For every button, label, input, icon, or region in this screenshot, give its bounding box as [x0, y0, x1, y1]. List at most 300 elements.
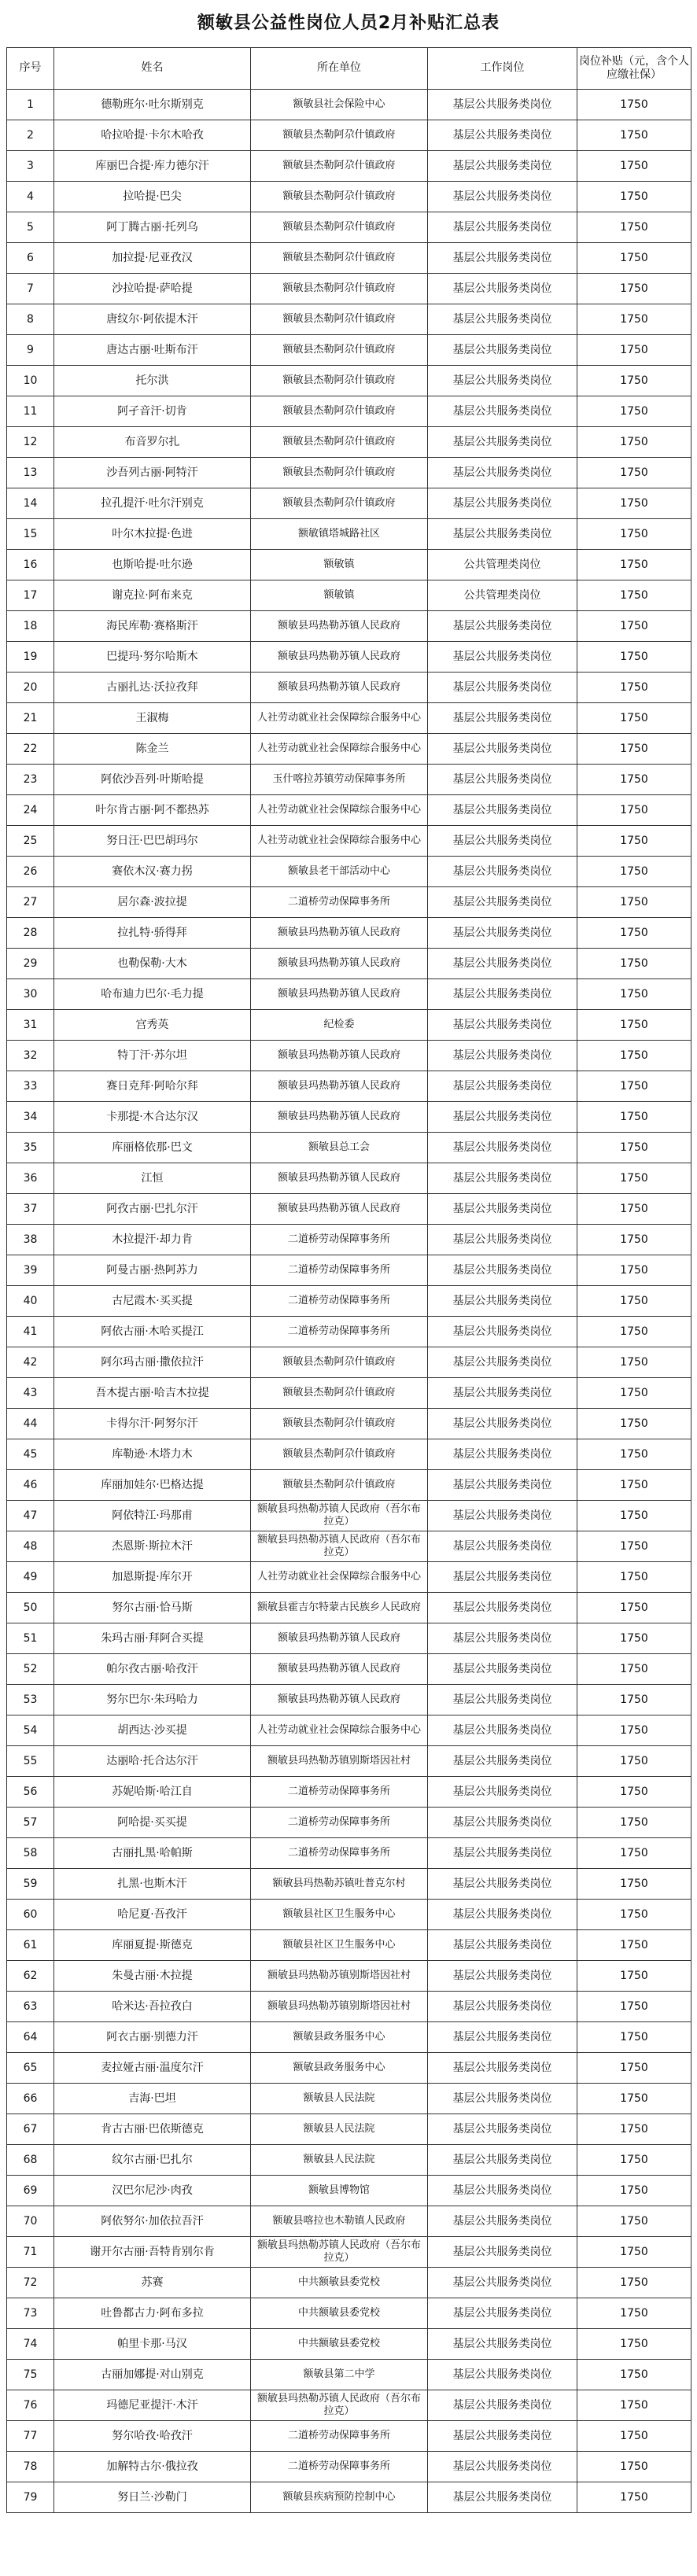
cell-unit: 额敏县政务服务中心	[251, 2053, 428, 2084]
cell-subsidy: 1750	[577, 1225, 691, 1255]
table-row	[7, 1746, 691, 1777]
table-row	[7, 243, 691, 274]
table-row	[7, 1255, 691, 1286]
cell-position: 基层公共服务类岗位	[428, 1777, 577, 1808]
cell-position: 基层公共服务类岗位	[428, 120, 577, 151]
cell-unit: 人社劳动就业社会保障综合服务中心	[251, 1562, 428, 1593]
cell-subsidy: 1750	[577, 1992, 691, 2022]
cell-subsidy: 1750	[577, 580, 691, 611]
table-row	[7, 1654, 691, 1685]
table-row	[7, 887, 691, 918]
cell-name: 沙拉哈提·萨哈提	[54, 274, 251, 304]
cell-unit: 二道桥劳动保障事务所	[251, 1838, 428, 1869]
table-row	[7, 1808, 691, 1838]
cell-name: 江恒	[54, 1163, 251, 1194]
document-title: 额敏县公益性岗位人员2月补贴汇总表	[197, 13, 500, 33]
table-row	[7, 335, 691, 366]
cell-unit: 额敏县社区卫生服务中心	[251, 1900, 428, 1930]
table-header	[7, 48, 691, 90]
cell-unit: 额敏县人民法院	[251, 2114, 428, 2145]
table-row	[7, 1194, 691, 1225]
cell-position: 基层公共服务类岗位	[428, 2237, 577, 2268]
cell-position: 基层公共服务类岗位	[428, 2145, 577, 2176]
cell-position: 基层公共服务类岗位	[428, 1808, 577, 1838]
cell-index: 53	[7, 1685, 54, 1715]
cell-position: 基层公共服务类岗位	[428, 1317, 577, 1347]
table-row	[7, 151, 691, 182]
cell-subsidy: 1750	[577, 765, 691, 795]
cell-subsidy: 1750	[577, 1163, 691, 1194]
subsidy-table	[6, 47, 691, 2513]
header-name: 姓名	[54, 48, 251, 90]
cell-name: 吾木提古丽·哈吉木拉提	[54, 1378, 251, 1409]
table-row	[7, 673, 691, 703]
cell-position: 基层公共服务类岗位	[428, 1102, 577, 1133]
cell-index: 57	[7, 1808, 54, 1838]
cell-index: 44	[7, 1409, 54, 1439]
cell-position: 基层公共服务类岗位	[428, 1992, 577, 2022]
cell-unit: 额敏县玛热勒苏镇人民政府	[251, 611, 428, 642]
cell-subsidy: 1750	[577, 1531, 691, 1562]
cell-name: 吉海·巴坦	[54, 2084, 251, 2114]
table-row	[7, 857, 691, 887]
cell-name: 努尔巴尔·朱玛哈力	[54, 1685, 251, 1715]
cell-subsidy: 1750	[577, 550, 691, 580]
cell-position: 基层公共服务类岗位	[428, 1286, 577, 1317]
cell-subsidy: 1750	[577, 1102, 691, 1133]
cell-unit: 额敏县玛热勒苏镇人民政府（吾尔布拉克）	[251, 1531, 428, 1562]
cell-position: 基层公共服务类岗位	[428, 1930, 577, 1961]
cell-position: 基层公共服务类岗位	[428, 1654, 577, 1685]
table-row	[7, 1593, 691, 1623]
cell-subsidy: 1750	[577, 1010, 691, 1041]
table-row	[7, 2268, 691, 2298]
cell-position: 基层公共服务类岗位	[428, 1715, 577, 1746]
cell-name: 阿丁腾古丽·托列乌	[54, 212, 251, 243]
cell-position: 基层公共服务类岗位	[428, 795, 577, 826]
cell-unit: 额敏县第二中学	[251, 2360, 428, 2390]
cell-unit: 额敏县喀拉也木勒镇人民政府	[251, 2206, 428, 2237]
cell-index: 20	[7, 673, 54, 703]
cell-name: 阿曼古丽·热阿苏力	[54, 1255, 251, 1286]
cell-name: 唐纹尔·阿依提木汗	[54, 304, 251, 335]
cell-index: 1	[7, 90, 54, 120]
cell-index: 59	[7, 1869, 54, 1900]
cell-name: 努日兰·沙勒门	[54, 2482, 251, 2513]
cell-subsidy: 1750	[577, 1869, 691, 1900]
cell-index: 8	[7, 304, 54, 335]
cell-index: 76	[7, 2390, 54, 2421]
table-row	[7, 1501, 691, 1531]
cell-position: 基层公共服务类岗位	[428, 734, 577, 765]
cell-index: 21	[7, 703, 54, 734]
cell-index: 29	[7, 949, 54, 979]
table-row	[7, 1010, 691, 1041]
cell-subsidy: 1750	[577, 2237, 691, 2268]
cell-subsidy: 1750	[577, 1378, 691, 1409]
table-row	[7, 1409, 691, 1439]
cell-name: 哈尼夏·吾孜汗	[54, 1900, 251, 1930]
table-row	[7, 734, 691, 765]
cell-subsidy: 1750	[577, 1900, 691, 1930]
cell-subsidy: 1750	[577, 1685, 691, 1715]
cell-name: 谢克拉·阿布来克	[54, 580, 251, 611]
cell-index: 27	[7, 887, 54, 918]
cell-index: 45	[7, 1439, 54, 1470]
cell-subsidy: 1750	[577, 2482, 691, 2513]
cell-position: 公共管理类岗位	[428, 550, 577, 580]
table-row	[7, 1869, 691, 1900]
cell-unit: 额敏县玛热勒苏镇人民政府	[251, 1163, 428, 1194]
cell-subsidy: 1750	[577, 857, 691, 887]
cell-position: 基层公共服务类岗位	[428, 642, 577, 673]
cell-subsidy: 1750	[577, 2145, 691, 2176]
table-row	[7, 2390, 691, 2421]
cell-position: 基层公共服务类岗位	[428, 366, 577, 396]
cell-unit: 额敏县玛热勒苏镇人民政府	[251, 1071, 428, 1102]
cell-index: 67	[7, 2114, 54, 2145]
table-row	[7, 1715, 691, 1746]
cell-subsidy: 1750	[577, 488, 691, 519]
table-row	[7, 2482, 691, 2513]
cell-position: 基层公共服务类岗位	[428, 1746, 577, 1777]
cell-unit: 额敏县政务服务中心	[251, 2022, 428, 2053]
cell-position: 基层公共服务类岗位	[428, 182, 577, 212]
cell-position: 基层公共服务类岗位	[428, 1041, 577, 1071]
table-row	[7, 1562, 691, 1593]
cell-index: 61	[7, 1930, 54, 1961]
cell-position: 基层公共服务类岗位	[428, 1409, 577, 1439]
cell-index: 23	[7, 765, 54, 795]
cell-unit: 额敏县玛热勒苏镇人民政府	[251, 1041, 428, 1071]
cell-name: 苏赛	[54, 2268, 251, 2298]
cell-position: 基层公共服务类岗位	[428, 2421, 577, 2452]
cell-subsidy: 1750	[577, 795, 691, 826]
cell-name: 努尔古丽·恰马斯	[54, 1593, 251, 1623]
table-body	[7, 90, 691, 2513]
cell-subsidy: 1750	[577, 1838, 691, 1869]
table-row	[7, 2452, 691, 2482]
cell-unit: 人社劳动就业社会保障综合服务中心	[251, 795, 428, 826]
cell-position: 基层公共服务类岗位	[428, 1470, 577, 1501]
cell-name: 居尔森·波拉提	[54, 887, 251, 918]
cell-unit: 二道桥劳动保障事务所	[251, 1286, 428, 1317]
cell-unit: 额敏县社会保险中心	[251, 90, 428, 120]
cell-position: 基层公共服务类岗位	[428, 949, 577, 979]
table-row	[7, 795, 691, 826]
cell-unit: 额敏县玛热勒苏镇人民政府	[251, 642, 428, 673]
cell-position: 基层公共服务类岗位	[428, 1869, 577, 1900]
cell-position: 基层公共服务类岗位	[428, 488, 577, 519]
cell-unit: 额敏县杰勒阿尕什镇政府	[251, 1470, 428, 1501]
cell-subsidy: 1750	[577, 1623, 691, 1654]
cell-unit: 人社劳动就业社会保障综合服务中心	[251, 1715, 428, 1746]
cell-index: 19	[7, 642, 54, 673]
cell-subsidy: 1750	[577, 274, 691, 304]
cell-unit: 额敏县玛热勒苏镇人民政府	[251, 673, 428, 703]
cell-name: 扎黑·也斯木汗	[54, 1869, 251, 1900]
table-row	[7, 1900, 691, 1930]
cell-index: 2	[7, 120, 54, 151]
cell-name: 哈拉哈提·卡尔木哈孜	[54, 120, 251, 151]
cell-index: 39	[7, 1255, 54, 1286]
cell-name: 沙吾列古丽·阿特汗	[54, 458, 251, 488]
cell-unit: 额敏县杰勒阿尕什镇政府	[251, 458, 428, 488]
table-row	[7, 918, 691, 949]
cell-position: 基层公共服务类岗位	[428, 1225, 577, 1255]
table-row	[7, 1961, 691, 1992]
table-row	[7, 2053, 691, 2084]
cell-subsidy: 1750	[577, 1930, 691, 1961]
cell-name: 卡得尔汗·阿努尔汗	[54, 1409, 251, 1439]
cell-name: 努尔哈孜·哈孜汗	[54, 2421, 251, 2452]
cell-subsidy: 1750	[577, 611, 691, 642]
cell-position: 基层公共服务类岗位	[428, 2390, 577, 2421]
table-row	[7, 642, 691, 673]
cell-index: 6	[7, 243, 54, 274]
cell-name: 古丽扎达·沃拉孜拜	[54, 673, 251, 703]
cell-index: 62	[7, 1961, 54, 1992]
cell-position: 基层公共服务类岗位	[428, 2482, 577, 2513]
cell-index: 42	[7, 1347, 54, 1378]
table-row	[7, 580, 691, 611]
cell-unit: 中共额敏县委党校	[251, 2329, 428, 2360]
cell-name: 赛日克拜·阿哈尔拜	[54, 1071, 251, 1102]
cell-index: 50	[7, 1593, 54, 1623]
table-row	[7, 1439, 691, 1470]
cell-position: 基层公共服务类岗位	[428, 396, 577, 427]
table-row	[7, 120, 691, 151]
cell-unit: 二道桥劳动保障事务所	[251, 1255, 428, 1286]
cell-unit: 额敏县杰勒阿尕什镇政府	[251, 335, 428, 366]
cell-index: 74	[7, 2329, 54, 2360]
table-row	[7, 1041, 691, 1071]
cell-unit: 额敏县社区卫生服务中心	[251, 1930, 428, 1961]
cell-name: 古丽加娜提·对山别克	[54, 2360, 251, 2390]
cell-name: 王淑梅	[54, 703, 251, 734]
cell-position: 基层公共服务类岗位	[428, 1163, 577, 1194]
cell-index: 70	[7, 2206, 54, 2237]
cell-unit: 二道桥劳动保障事务所	[251, 1225, 428, 1255]
cell-position: 基层公共服务类岗位	[428, 765, 577, 795]
cell-unit: 额敏镇	[251, 580, 428, 611]
cell-name: 杰恩斯·斯拉木汗	[54, 1531, 251, 1562]
cell-unit: 额敏县霍吉尔特蒙古民族乡人民政府	[251, 1593, 428, 1623]
cell-index: 15	[7, 519, 54, 550]
cell-index: 24	[7, 795, 54, 826]
table-row	[7, 519, 691, 550]
cell-subsidy: 1750	[577, 2360, 691, 2390]
cell-index: 30	[7, 979, 54, 1010]
cell-position: 基层公共服务类岗位	[428, 1194, 577, 1225]
cell-index: 60	[7, 1900, 54, 1930]
cell-name: 海民库勒·赛格斯汗	[54, 611, 251, 642]
cell-position: 基层公共服务类岗位	[428, 1623, 577, 1654]
cell-unit: 额敏县疾病预防控制中心	[251, 2482, 428, 2513]
table-row	[7, 979, 691, 1010]
cell-name: 宫秀英	[54, 1010, 251, 1041]
cell-position: 基层公共服务类岗位	[428, 151, 577, 182]
cell-index: 3	[7, 151, 54, 182]
cell-index: 12	[7, 427, 54, 458]
cell-index: 55	[7, 1746, 54, 1777]
cell-name: 吐鲁都古力·阿布多拉	[54, 2298, 251, 2329]
table-row	[7, 550, 691, 580]
cell-position: 基层公共服务类岗位	[428, 611, 577, 642]
header-subsidy: 岗位补贴（元，含个人应缴社保）	[577, 48, 691, 90]
cell-position: 基层公共服务类岗位	[428, 2360, 577, 2390]
cell-name: 哈布迪力巴尔·毛力提	[54, 979, 251, 1010]
cell-subsidy: 1750	[577, 1470, 691, 1501]
cell-subsidy: 1750	[577, 673, 691, 703]
cell-unit: 额敏县杰勒阿尕什镇政府	[251, 304, 428, 335]
cell-name: 加恩斯提·库尔开	[54, 1562, 251, 1593]
table-row	[7, 1378, 691, 1409]
cell-position: 基层公共服务类岗位	[428, 1961, 577, 1992]
cell-name: 古尼霞木·买买提	[54, 1286, 251, 1317]
cell-unit: 额敏县玛热勒苏镇人民政府	[251, 1685, 428, 1715]
cell-position: 基层公共服务类岗位	[428, 2206, 577, 2237]
cell-position: 基层公共服务类岗位	[428, 1685, 577, 1715]
cell-name: 陈金兰	[54, 734, 251, 765]
cell-position: 基层公共服务类岗位	[428, 1010, 577, 1041]
cell-subsidy: 1750	[577, 2176, 691, 2206]
cell-name: 努日汪·巴巴胡玛尔	[54, 826, 251, 857]
cell-unit: 额敏县人民法院	[251, 2145, 428, 2176]
cell-position: 基层公共服务类岗位	[428, 887, 577, 918]
cell-subsidy: 1750	[577, 212, 691, 243]
cell-name: 也斯哈提·吐尔逊	[54, 550, 251, 580]
table-row	[7, 2022, 691, 2053]
cell-subsidy: 1750	[577, 243, 691, 274]
cell-unit: 额敏县杰勒阿尕什镇政府	[251, 274, 428, 304]
cell-unit: 额敏县杰勒阿尕什镇政府	[251, 151, 428, 182]
cell-index: 75	[7, 2360, 54, 2390]
cell-name: 也勒保勒·大木	[54, 949, 251, 979]
table-row	[7, 703, 691, 734]
cell-name: 胡西达·沙买提	[54, 1715, 251, 1746]
header-row	[7, 48, 691, 90]
cell-unit: 额敏县玛热勒苏镇人民政府	[251, 1102, 428, 1133]
table-row	[7, 1930, 691, 1961]
cell-name: 帕尔孜古丽·哈孜汗	[54, 1654, 251, 1685]
cell-name: 纹尔古丽·巴扎尔	[54, 2145, 251, 2176]
cell-name: 阿尔玛古丽·撒依拉汗	[54, 1347, 251, 1378]
table-row	[7, 2176, 691, 2206]
cell-unit: 二道桥劳动保障事务所	[251, 1777, 428, 1808]
cell-subsidy: 1750	[577, 2452, 691, 2482]
table-row	[7, 2360, 691, 2390]
cell-unit: 玉什喀拉苏镇劳动保障事务所	[251, 765, 428, 795]
table-row	[7, 458, 691, 488]
cell-name: 布音罗尔扎	[54, 427, 251, 458]
cell-position: 基层公共服务类岗位	[428, 243, 577, 274]
cell-subsidy: 1750	[577, 182, 691, 212]
cell-index: 33	[7, 1071, 54, 1102]
cell-position: 基层公共服务类岗位	[428, 1071, 577, 1102]
cell-name: 朱曼古丽·木拉提	[54, 1961, 251, 1992]
cell-unit: 中共额敏县委党校	[251, 2268, 428, 2298]
cell-name: 巴提玛·努尔哈斯木	[54, 642, 251, 673]
cell-position: 基层公共服务类岗位	[428, 212, 577, 243]
table-row	[7, 1623, 691, 1654]
cell-index: 78	[7, 2452, 54, 2482]
cell-index: 32	[7, 1041, 54, 1071]
cell-position: 基层公共服务类岗位	[428, 1378, 577, 1409]
cell-name: 麦拉娅古丽·温度尔汗	[54, 2053, 251, 2084]
cell-index: 14	[7, 488, 54, 519]
cell-position: 基层公共服务类岗位	[428, 826, 577, 857]
cell-index: 63	[7, 1992, 54, 2022]
cell-unit: 二道桥劳动保障事务所	[251, 2452, 428, 2482]
table-row	[7, 1685, 691, 1715]
cell-index: 4	[7, 182, 54, 212]
cell-unit: 额敏县博物馆	[251, 2176, 428, 2206]
cell-index: 49	[7, 1562, 54, 1593]
cell-subsidy: 1750	[577, 90, 691, 120]
cell-position: 基层公共服务类岗位	[428, 2114, 577, 2145]
cell-name: 阿依特江·玛那甫	[54, 1501, 251, 1531]
table-row	[7, 611, 691, 642]
cell-position: 基层公共服务类岗位	[428, 90, 577, 120]
cell-name: 叶尔肯古丽·阿不都热苏	[54, 795, 251, 826]
cell-subsidy: 1750	[577, 1777, 691, 1808]
cell-unit: 人社劳动就业社会保障综合服务中心	[251, 826, 428, 857]
cell-index: 18	[7, 611, 54, 642]
cell-position: 基层公共服务类岗位	[428, 857, 577, 887]
cell-unit: 额敏县杰勒阿尕什镇政府	[251, 212, 428, 243]
cell-subsidy: 1750	[577, 826, 691, 857]
cell-index: 65	[7, 2053, 54, 2084]
cell-index: 26	[7, 857, 54, 887]
cell-unit: 额敏县杰勒阿尕什镇政府	[251, 1347, 428, 1378]
cell-name: 库勒逊·木塔力木	[54, 1439, 251, 1470]
cell-unit: 额敏县杰勒阿尕什镇政府	[251, 182, 428, 212]
cell-subsidy: 1750	[577, 1562, 691, 1593]
header-position: 工作岗位	[428, 48, 577, 90]
cell-subsidy: 1750	[577, 2053, 691, 2084]
cell-index: 7	[7, 274, 54, 304]
cell-name: 肯古古丽·巴依斯德克	[54, 2114, 251, 2145]
cell-subsidy: 1750	[577, 2084, 691, 2114]
cell-name: 赛依木汉·赛力拐	[54, 857, 251, 887]
cell-unit: 额敏县杰勒阿尕什镇政府	[251, 366, 428, 396]
cell-subsidy: 1750	[577, 1317, 691, 1347]
table-row	[7, 212, 691, 243]
cell-unit: 人社劳动就业社会保障综合服务中心	[251, 703, 428, 734]
table-row	[7, 304, 691, 335]
cell-name: 加拉提·尼亚孜汉	[54, 243, 251, 274]
cell-index: 51	[7, 1623, 54, 1654]
cell-unit: 额敏县总工会	[251, 1133, 428, 1163]
cell-position: 基层公共服务类岗位	[428, 703, 577, 734]
cell-subsidy: 1750	[577, 2298, 691, 2329]
table-row	[7, 1347, 691, 1378]
cell-subsidy: 1750	[577, 887, 691, 918]
cell-index: 34	[7, 1102, 54, 1133]
cell-subsidy: 1750	[577, 1041, 691, 1071]
cell-index: 68	[7, 2145, 54, 2176]
cell-subsidy: 1750	[577, 1808, 691, 1838]
cell-name: 朱玛古丽·拜阿合买提	[54, 1623, 251, 1654]
cell-name: 库丽夏提·斯德克	[54, 1930, 251, 1961]
cell-unit: 人社劳动就业社会保障综合服务中心	[251, 734, 428, 765]
cell-subsidy: 1750	[577, 2022, 691, 2053]
cell-unit: 额敏县玛热勒苏镇人民政府	[251, 1194, 428, 1225]
cell-subsidy: 1750	[577, 151, 691, 182]
cell-subsidy: 1750	[577, 918, 691, 949]
cell-position: 基层公共服务类岗位	[428, 2053, 577, 2084]
